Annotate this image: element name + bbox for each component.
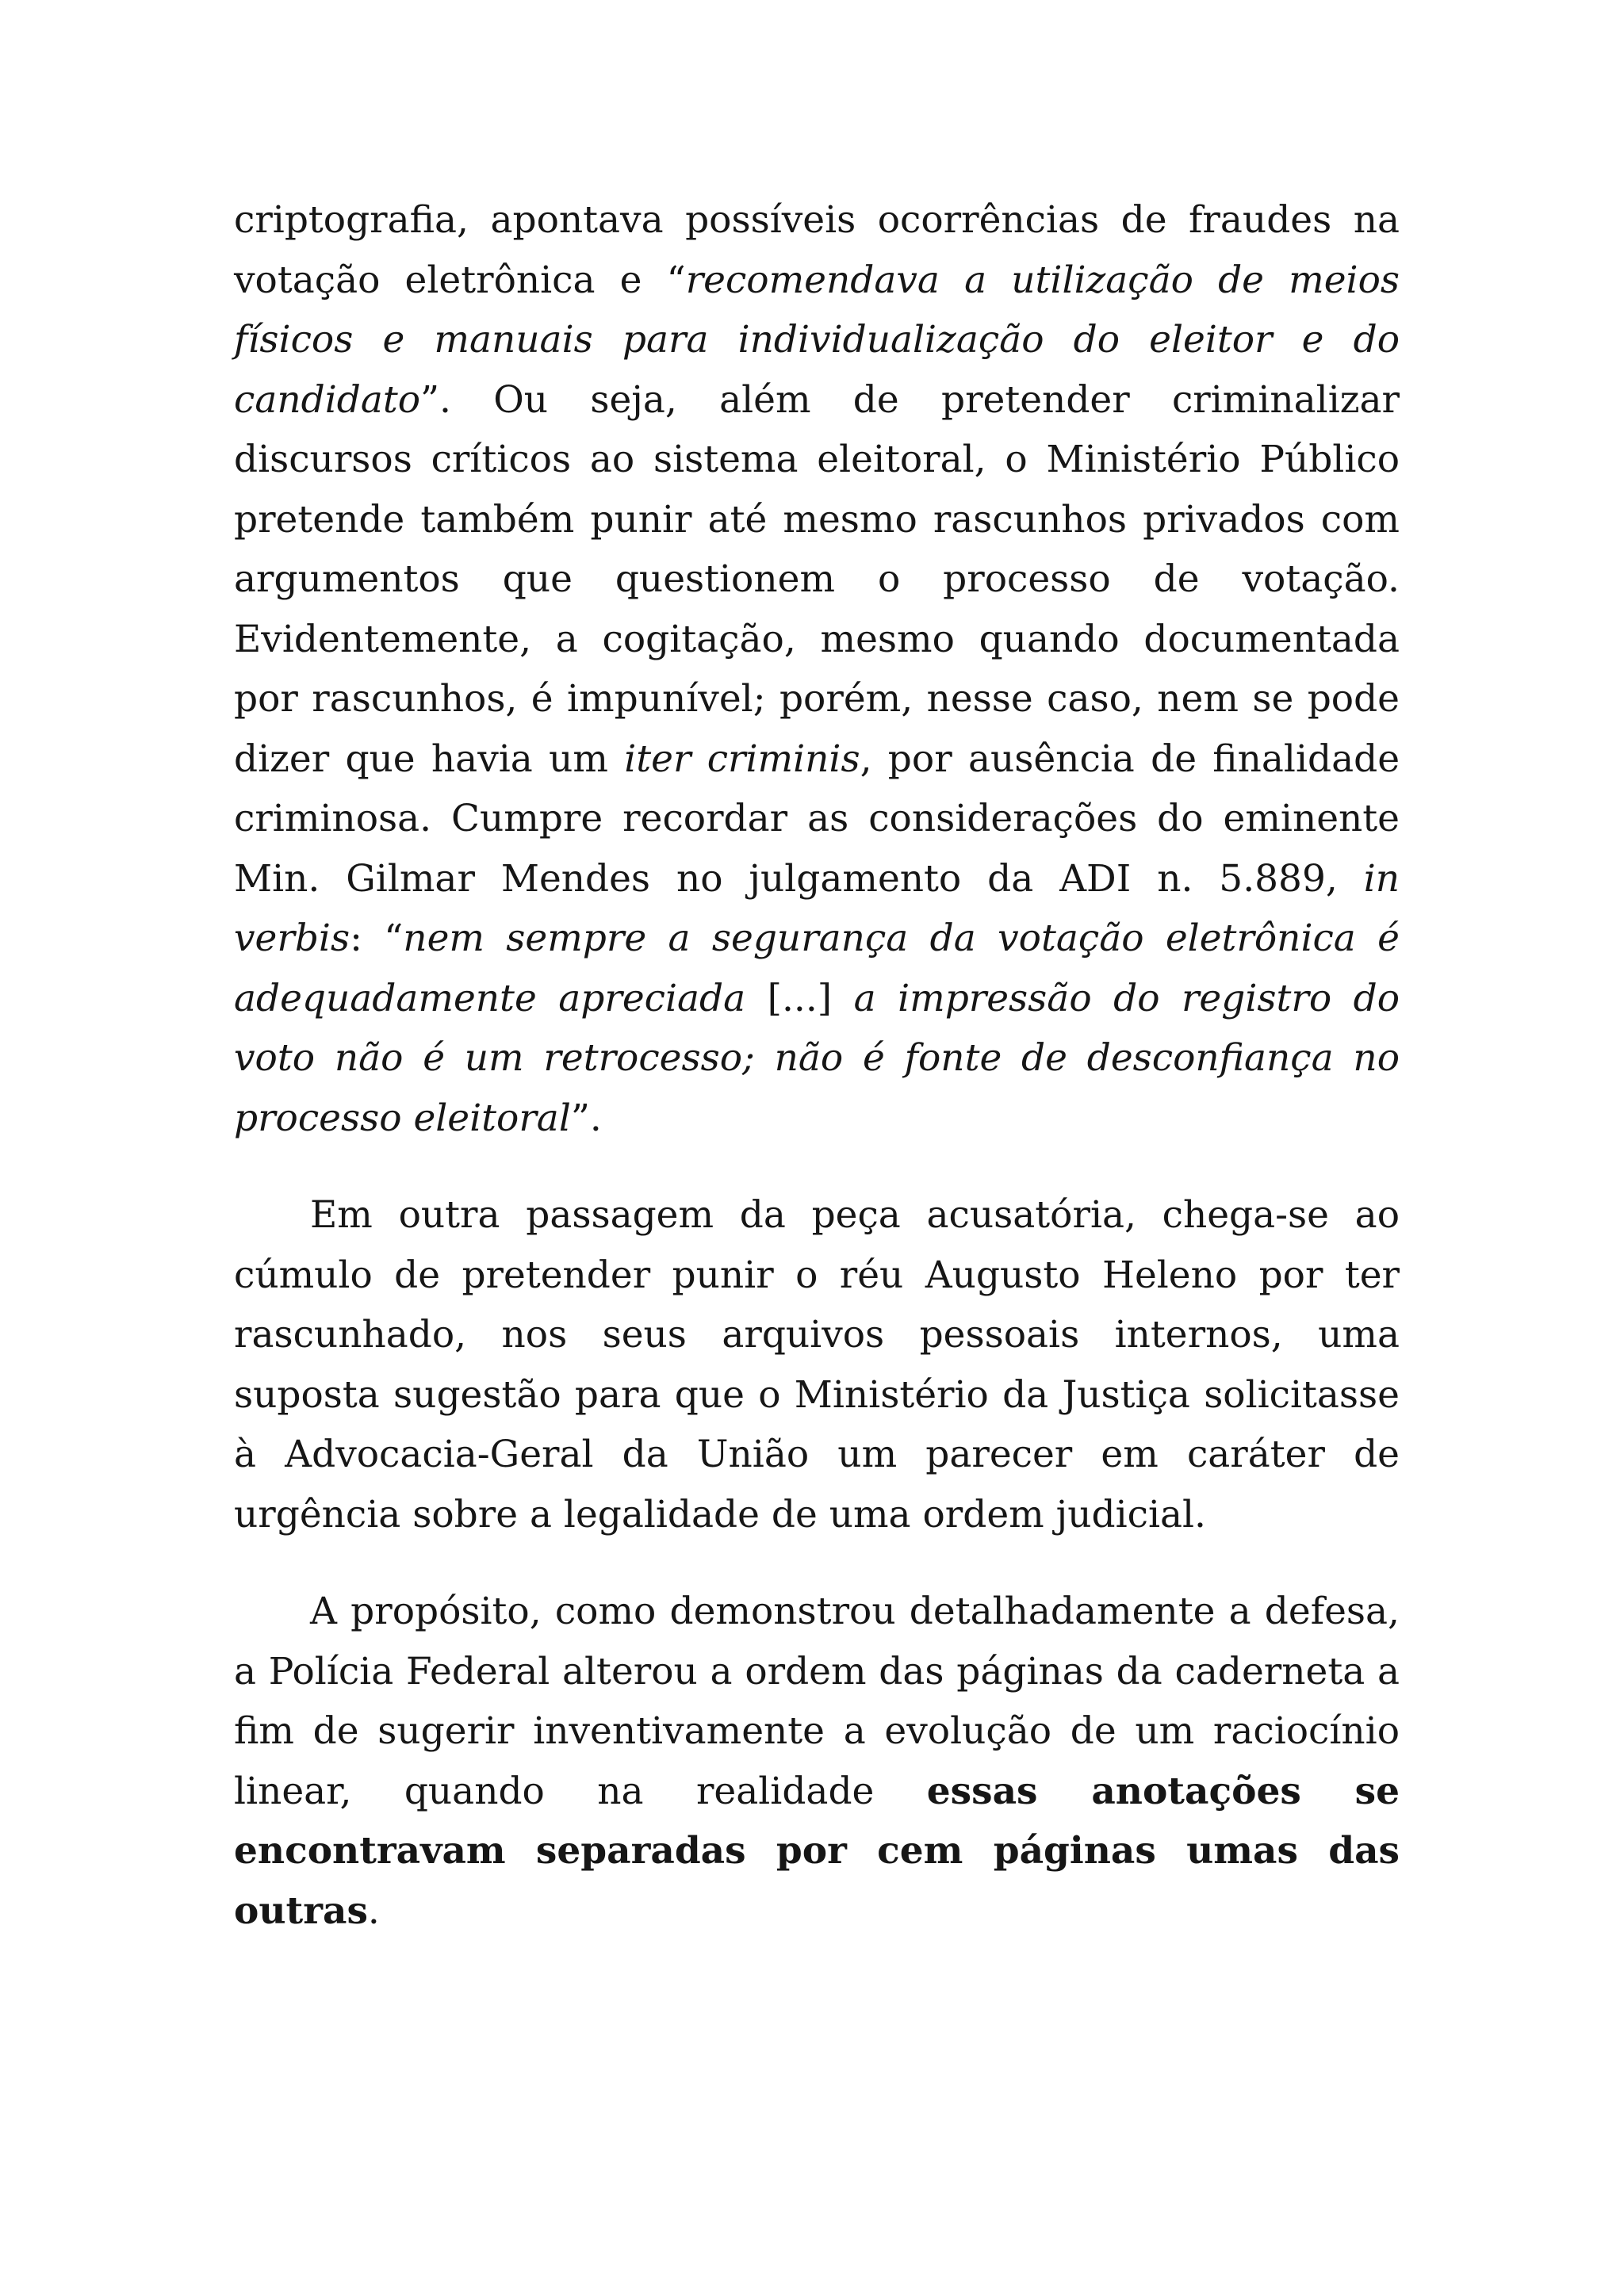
italic-latin-term: in verbis [234, 856, 1400, 960]
paragraph-3 [234, 1582, 1400, 1941]
italic-quote-run: recomendava a utilização de meios físicos e manuais para individualização do eleitor e do candidato [234, 258, 1400, 422]
text-run: ”. [570, 1096, 602, 1140]
text-run: ”. Ou seja, além de pretender criminalizar discursos críticos ao sistema eleitoral, o Ministério Público pretende também punir até mesmo rascunhos privados com argumentos que questionem o processo de votação. Evidentemente, a cogitação, mesmo quando documentada por rascunhos, é impunível; porém, nesse caso, nem se pode dizer que havia um [234, 377, 1400, 781]
paragraph-2 [234, 1185, 1400, 1544]
italic-quote-run: nem sempre a segurança da votação eletrônica é adequadamente apreciada [234, 916, 1400, 1020]
text-run: . [367, 1888, 380, 1933]
text-run: A propósito, como demonstrou detalhadamente a defesa, a Polícia Federal alterou a ordem das páginas da caderneta a fim de sugerir inventivamente a evolução de um raciocínio linear, quando na realidade [234, 1590, 1400, 1813]
text-run: [...] [767, 976, 833, 1020]
text-run: , por ausência de finalidade criminosa. Cumpre recordar as considerações do eminente Min. Gilmar Mendes no julgamento da ADI n. 5.889, [234, 737, 1400, 901]
text-run: criptografia, apontava possíveis ocorrências de fraudes na votação eletrônica e “ [234, 198, 1400, 302]
italic-quote-run: a impressão do registro do voto não é um retrocesso; não é fonte de desconfiança no processo eleitoral [234, 976, 1400, 1140]
bold-emphasis-run: essas anotações se encontravam separadas por cem páginas umas das outras [234, 1769, 1400, 1933]
text-run: : “ [350, 916, 404, 960]
paragraph-1 [234, 190, 1400, 1148]
text-run: Em outra passagem da peça acusatória, chega-se ao cúmulo de pretender punir o réu Augusto Heleno por ter rascunhado, nos seus arquivos pessoais internos, uma suposta sugestão para que o Ministério da Justiça solicitasse à Advocacia-Geral da União um parecer em caráter de urgência sobre a legalidade de uma ordem judicial. [234, 1193, 1400, 1536]
italic-latin-term: iter criminis [624, 737, 860, 781]
document-body [234, 190, 1400, 1941]
